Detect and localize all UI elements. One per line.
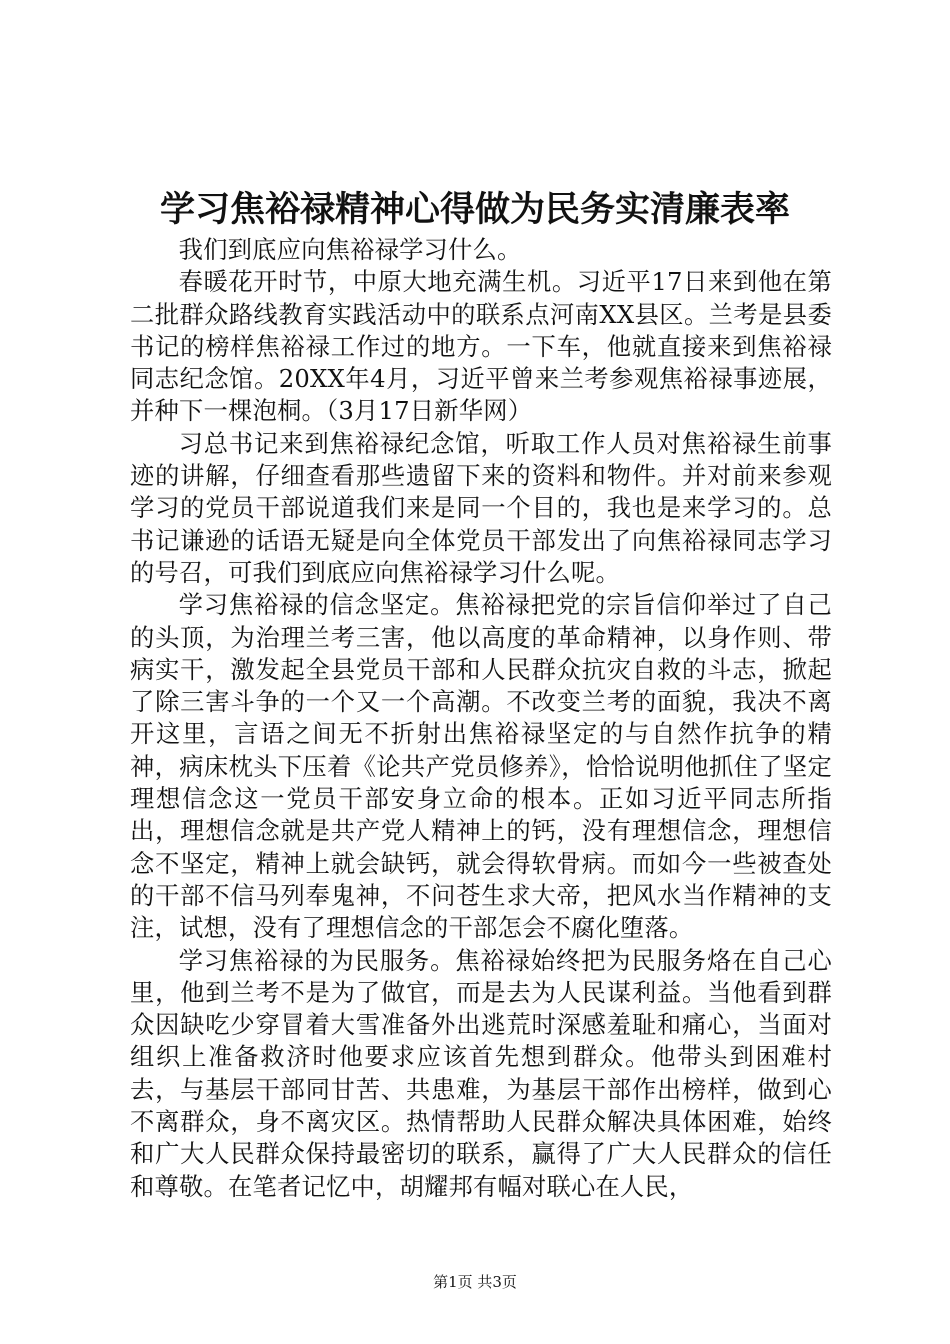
paragraph-3: 习总书记来到焦裕禄纪念馆，听取工作人员对焦裕禄生前事迹的讲解，仔细查看那些遗留下来的资料和物件。并对前来参观学习的党员干部说道我们来是同一个目的，我也是来学习的。总书记谦逊的话语无疑是向全体党员干部发出了向焦裕禄同志学习的号召，可我们到底应向焦裕禄学习什么呢。 xyxy=(130,428,832,587)
paragraph-4: 学习焦裕禄的信念坚定。焦裕禄把党的宗旨信仰举过了自己的头顶，为治理兰考三害，他以高度的革命精神，以身作则、带病实干，激发起全县党员干部和人民群众抗灾自救的斗志，掀起了除三害斗争的一个又一个高潮。不改变兰考的面貌，我决不离开这里，言语之间无不折射出焦裕禄坚定的与自然作抗争的精神，病床枕头下压着《论共产党员修养》，恰恰说明他抓住了坚定理想信念这一党员干部安身立命的根本。正如习近平同志所指出，理想信念就是共产党人精神上的钙，没有理想信念，理想信念不坚定，精神上就会缺钙，就会得软骨病。而如今一些被查处的干部不信马列奉鬼神，不问苍生求大帝，把风水当作精神的支注，试想，没有了理想信念的干部怎会不腐化堕落。 xyxy=(130,590,832,943)
document-body xyxy=(130,234,832,1203)
paragraph-5: 学习焦裕禄的为民服务。焦裕禄始终把为民服务烙在自己心里，他到兰考不是为了做官，而是去为人民谋利益。当他看到群众因缺吃少穿冒着大雪准备外出逃荒时深感羞耻和痛心，当面对组织上准备救济时他要求应该首先想到群众。他带头到困难村去，与基层干部同甘苦、共患难，为基层干部作出榜样，做到心不离群众，身不离灾区。热情帮助人民群众解决具体困难，始终和广大人民群众保持最密切的联系，赢得了广大人民群众的信任和尊敬。在笔者记忆中，胡耀邦有幅对联心在人民， xyxy=(130,945,832,1201)
paragraph-1: 我们到底应向焦裕禄学习什么。 xyxy=(178,235,522,264)
page-number-footer: 第1页 共3页 xyxy=(433,1273,517,1291)
paragraph-2: 春暖花开时节，中原大地充满生机。习近平17日来到他在第二批群众路线教育实践活动中的联系点河南XX县区。兰考是县委书记的榜样焦裕禄工作过的地方。一下车，他就直接来到焦裕禄同志纪念馆。20XX年4月，习近平曾来兰考参观焦裕禄事迹展，并种下一棵泡桐。（3月17日新华网） xyxy=(130,267,832,426)
document-title: 学习焦裕禄精神心得做为民务实清廉表率 xyxy=(159,189,790,230)
